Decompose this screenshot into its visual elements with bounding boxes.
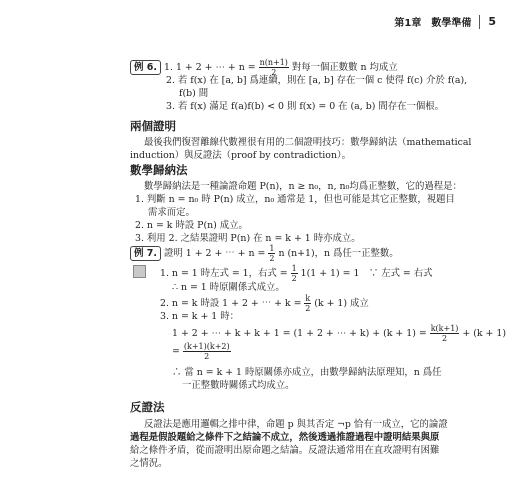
solution-conclusion: ∴ 當 n = k + 1 時原關係亦成立，由數學歸納法原理知，n 爲任 <box>172 367 442 378</box>
paragraph-line: 過程是假設題給之條件下之結論不成立，然後透過推證過程中證明結果與原 <box>130 432 440 443</box>
section-heading-induction: 數學歸納法 <box>130 163 188 177</box>
induction-step-3: 3. 利用 2. 之結果證明 P(n) 在 n = k + 1 時亦成立。 <box>135 233 361 244</box>
fraction-denominator: 2 <box>204 352 210 361</box>
solution-step-2-text: 2. n = k 時設 1 + 2 + ⋯ + k = <box>160 298 302 309</box>
fraction-denominator: 2 <box>271 68 277 77</box>
solution-icon <box>133 265 146 278</box>
fraction-denominator: 2 <box>305 304 311 313</box>
fraction-numerator: 1 <box>269 244 275 253</box>
induction-step-1-cont: 需求而定。 <box>148 207 195 218</box>
section-heading-contradiction: 反證法 <box>130 400 165 414</box>
fraction <box>183 342 231 361</box>
fraction <box>268 244 275 263</box>
induction-step-1: 1. 判斷 n = n₀ 時 P(n) 成立，n₀ 通常是 1，但也可能是其它正整數，視題目 <box>135 194 455 205</box>
paragraph-line: 之情況。 <box>130 458 168 469</box>
example-6-label: 例 6. <box>130 60 161 75</box>
paragraph-line: 反證法是應用邏輯之排中律，命題 p 與其否定 ¬p 恰有一成立，它的論證 <box>144 419 448 430</box>
chapter-title: 第1章 數學準備 <box>394 18 472 29</box>
page-number: 5 <box>488 15 496 28</box>
fraction-numerator: k(k+1) <box>430 324 459 333</box>
solution-step-3: 3. n = k + 1 時： <box>160 311 239 322</box>
equation-line-2 <box>172 342 231 361</box>
fraction <box>304 294 311 313</box>
example-7-text: 證明 1 + 2 + ⋯ + n = <box>164 248 266 259</box>
section-heading-two-proofs: 兩個證明 <box>130 119 176 133</box>
example-6-item-1-end: 對每一個正數數 n 均成立 <box>291 62 398 73</box>
example-7-label: 例 7. <box>130 246 161 261</box>
equation-text-end: + (k + 1) <box>462 328 507 339</box>
fraction-denominator: 2 <box>291 274 297 283</box>
equation-text: 1 + 2 + ⋯ + k + k + 1 = (1 + 2 + ⋯ + k) + (k + 1) = <box>172 328 427 339</box>
fraction-numerator: 1 <box>291 264 297 273</box>
induction-step-2: 2. n = k 時設 P(n) 成立。 <box>135 220 248 231</box>
solution-conclusion-cont: 一正整數時關係式均成立。 <box>182 380 295 391</box>
equation-equals: = <box>172 346 180 357</box>
solution-step-1-end: 1(1 + 1) = 1 ∵ 左式 = 右式 <box>300 268 433 279</box>
example-6-item-2-cont: f(b) 間 <box>179 88 209 99</box>
paragraph-line: 數學歸納法是一種論證命題 P(n)，n ≥ n₀，n, n₀均爲正整數，它的過程是： <box>144 181 462 192</box>
example-7-statement <box>130 244 399 263</box>
fraction-numerator: n(n+1) <box>259 58 288 67</box>
example-6-item-1: 1. 1 + 2 + ⋯ + n = <box>164 62 256 73</box>
paragraph-line: induction）與反證法（proof by contradiction）。 <box>130 150 352 161</box>
fraction-denominator: 2 <box>269 254 275 263</box>
fraction <box>291 264 298 283</box>
example-6-item-2: 2. 若 f(x) 在 [a, b] 爲連續，則在 [a, b] 存在一個 c 使得 f(c) 介於 f(a), <box>166 75 468 86</box>
equation-line-1 <box>172 324 506 343</box>
fraction <box>430 324 460 343</box>
fraction-numerator: (k+1)(k+2) <box>183 342 230 351</box>
solution-step-1-text: 1. n = 1 時左式 = 1，右式 = <box>160 268 288 279</box>
running-header <box>394 14 496 29</box>
header-divider <box>479 15 480 29</box>
paragraph-line: 最後我們復習離線代數裡很有用的二個證明技巧：數學歸納法（mathematical <box>144 137 472 148</box>
fraction-denominator: 2 <box>442 334 448 343</box>
fraction-numerator: k <box>305 294 311 303</box>
example-7-text-end: n (n+1)，n 爲任一正整數。 <box>278 248 399 259</box>
solution-step-2-end: (k + 1) 成立 <box>314 298 369 309</box>
paragraph-line: 給之條件矛盾，從而證明出原命題之結論。反證法通常用在直攻證明有困難 <box>130 445 440 456</box>
solution-step-1-conclusion: ∴ n = 1 時原關係式成立。 <box>172 282 285 293</box>
example-6-item-3: 3. 若 f(x) 滿足 f(a)f(b) < 0 則 f(x) = 0 在 (a, b) 間存在一個根。 <box>166 101 444 112</box>
